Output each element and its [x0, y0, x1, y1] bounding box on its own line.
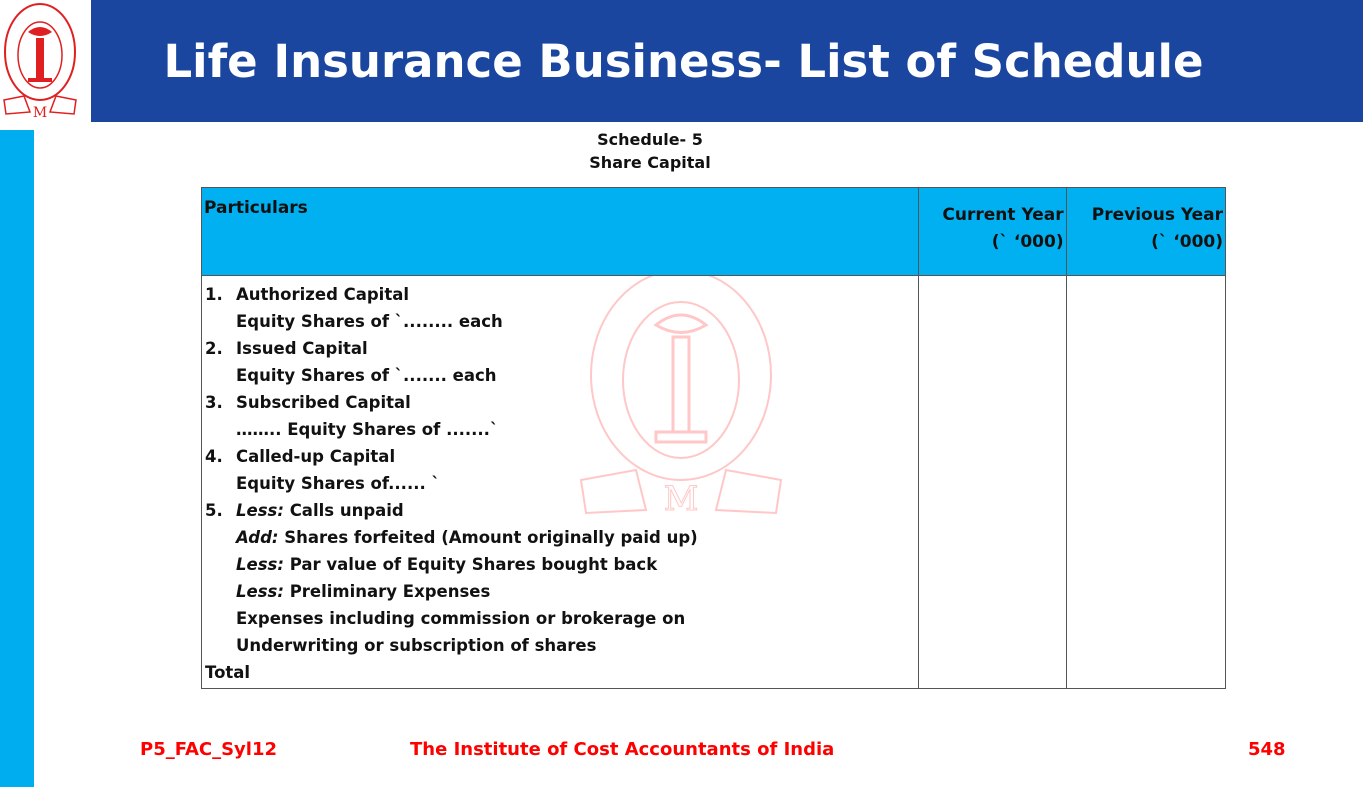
item-prefix: Less:	[236, 582, 284, 601]
item-text	[236, 634, 596, 661]
left-accent-bar	[0, 130, 34, 787]
item-number	[205, 472, 236, 499]
item-number: 4.	[205, 447, 223, 466]
particulars-cell	[202, 276, 919, 689]
slide-title: Life Insurance Business- List of Schedule	[163, 34, 1204, 88]
svg-text:M: M	[32, 105, 48, 121]
item-text	[236, 472, 440, 499]
item-text	[236, 310, 503, 337]
item-prefix: Add:	[236, 528, 279, 547]
item-number	[205, 553, 236, 580]
column-header-particulars: Particulars	[202, 188, 919, 276]
particulars-row	[205, 553, 915, 580]
table-body-row	[202, 276, 1226, 689]
item-number	[205, 607, 236, 634]
item-label: Calls unpaid	[289, 501, 404, 520]
particulars-row	[205, 364, 915, 391]
total-row: Total	[205, 663, 251, 682]
item-label: Underwriting or subscription of shares	[236, 636, 597, 655]
item-label: Authorized Capital	[236, 285, 410, 304]
item-label: Shares forfeited (Amount originally paid up)	[284, 528, 698, 547]
item-number	[205, 310, 236, 337]
footer-code: P5_FAC_Syl12	[140, 739, 278, 760]
svg-text:M: M	[663, 479, 699, 519]
item-text	[236, 337, 368, 364]
column-header-previous-year: Previous Year (` ‘000)	[1066, 188, 1225, 276]
particulars-row	[205, 526, 915, 553]
item-label: Preliminary Expenses	[289, 582, 491, 601]
particulars-row	[205, 337, 915, 364]
item-text	[236, 553, 657, 580]
item-text	[236, 607, 685, 634]
particulars-row	[205, 283, 915, 310]
schedule-heading	[500, 128, 800, 174]
schedule-name: Share Capital	[589, 153, 711, 172]
footer-page-number: 548	[1248, 739, 1286, 760]
icai-logo-icon	[0, 0, 80, 125]
item-number: 5.	[205, 501, 223, 520]
item-text	[236, 364, 497, 391]
item-number	[205, 634, 236, 661]
item-label: …….. Equity Shares of .......`	[236, 420, 499, 439]
item-label: Par value of Equity Shares bought back	[289, 555, 658, 574]
schedule-table	[201, 187, 1226, 689]
footer-institute: The Institute of Cost Accountants of India	[410, 739, 835, 760]
item-number	[205, 580, 236, 607]
table-header-row	[202, 188, 1226, 276]
item-text	[236, 526, 698, 553]
item-number	[205, 418, 236, 445]
particulars-row	[205, 445, 915, 472]
particulars-row	[205, 472, 915, 499]
particulars-row	[205, 634, 915, 661]
particulars-row	[205, 310, 915, 337]
particulars-row	[205, 418, 915, 445]
item-text	[236, 418, 498, 445]
item-label: Equity Shares of `....... each	[236, 366, 497, 385]
particulars-row	[205, 499, 915, 526]
item-label: Equity Shares of...... `	[236, 474, 440, 493]
item-text	[236, 499, 404, 526]
item-text	[236, 445, 395, 472]
item-number: 2.	[205, 339, 223, 358]
item-label: Expenses including commission or brokerage on	[236, 609, 686, 628]
item-number: 1.	[205, 285, 223, 304]
item-text	[236, 580, 490, 607]
item-label: Issued Capital	[236, 339, 368, 358]
schedule-number: Schedule- 5	[597, 130, 703, 149]
item-label: Subscribed Capital	[236, 393, 411, 412]
item-text	[236, 283, 409, 310]
item-number: 3.	[205, 393, 223, 412]
column-header-current-year: Current Year (` ‘000)	[919, 188, 1067, 276]
particulars-row	[205, 580, 915, 607]
item-label: Equity Shares of `........ each	[236, 312, 503, 331]
item-number	[205, 526, 236, 553]
particulars-row	[205, 607, 915, 634]
current-year-cell	[919, 276, 1067, 689]
previous-year-cell	[1066, 276, 1225, 689]
item-label: Called-up Capital	[236, 447, 396, 466]
item-prefix: Less:	[236, 555, 284, 574]
particulars-row	[205, 391, 915, 418]
item-prefix: Less:	[236, 501, 284, 520]
item-number	[205, 364, 236, 391]
item-text	[236, 391, 411, 418]
